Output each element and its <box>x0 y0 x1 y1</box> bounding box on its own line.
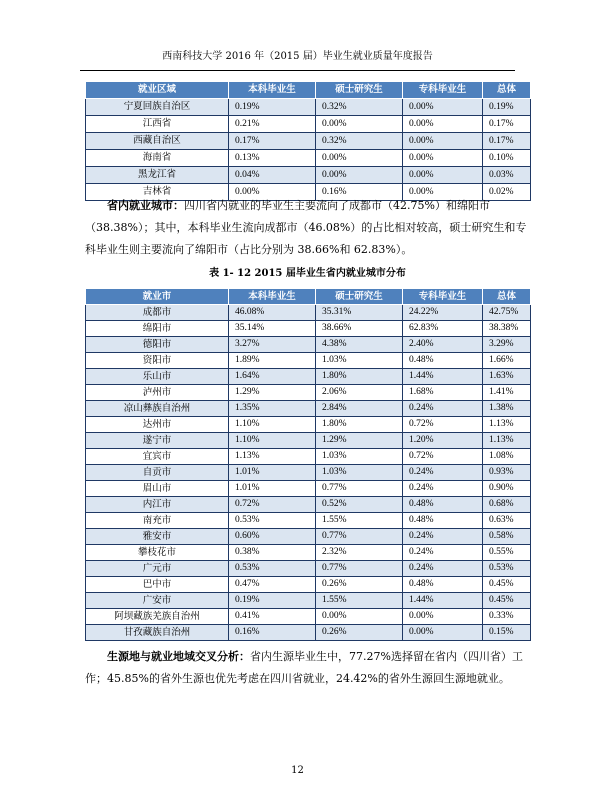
percent-cell: 1.66% <box>483 353 531 369</box>
percent-cell: 0.00% <box>316 609 403 625</box>
percent-cell: 0.00% <box>316 116 403 133</box>
percent-cell: 0.00% <box>403 625 483 641</box>
region-cell: 攀枝花市 <box>86 545 229 561</box>
column-header: 就业区域 <box>86 82 229 99</box>
table-row <box>86 625 531 641</box>
percent-cell: 1.55% <box>316 513 403 529</box>
percent-cell: 0.16% <box>316 184 403 201</box>
percent-cell: 2.06% <box>316 385 403 401</box>
percent-cell: 0.24% <box>403 481 483 497</box>
table-row <box>86 481 531 497</box>
table-header-row <box>86 82 531 99</box>
province-distribution-table <box>85 81 531 201</box>
column-header: 本科毕业生 <box>229 289 316 305</box>
percent-cell: 2.84% <box>316 401 403 417</box>
region-cell: 巴中市 <box>86 577 229 593</box>
percent-cell: 24.22% <box>403 305 483 321</box>
percent-cell: 0.55% <box>483 545 531 561</box>
table-row <box>86 529 531 545</box>
percent-cell: 0.53% <box>483 561 531 577</box>
region-cell: 资阳市 <box>86 353 229 369</box>
table-row <box>86 497 531 513</box>
table-row <box>86 167 531 184</box>
percent-cell: 3.29% <box>483 337 531 353</box>
percent-cell: 0.02% <box>483 184 531 201</box>
region-cell: 德阳市 <box>86 337 229 353</box>
percent-cell: 0.19% <box>483 99 531 116</box>
paragraph-cross-analysis <box>85 646 530 690</box>
percent-cell: 0.52% <box>316 497 403 513</box>
percent-cell: 0.26% <box>316 577 403 593</box>
percent-cell: 0.77% <box>316 529 403 545</box>
percent-cell: 0.33% <box>483 609 531 625</box>
table-row <box>86 433 531 449</box>
percent-cell: 0.48% <box>403 577 483 593</box>
percent-cell: 0.93% <box>483 465 531 481</box>
percent-cell: 0.13% <box>229 150 316 167</box>
percent-cell: 0.77% <box>316 561 403 577</box>
column-header: 总体 <box>483 82 531 99</box>
region-cell: 遂宁市 <box>86 433 229 449</box>
percent-cell: 35.31% <box>316 305 403 321</box>
table-row <box>86 116 531 133</box>
percent-cell: 1.29% <box>316 433 403 449</box>
percent-cell: 1.38% <box>483 401 531 417</box>
percent-cell: 1.29% <box>229 385 316 401</box>
region-cell: 甘孜藏族自治州 <box>86 625 229 641</box>
table-row <box>86 593 531 609</box>
percent-cell: 0.24% <box>403 545 483 561</box>
table-row <box>86 150 531 167</box>
table-row <box>86 337 531 353</box>
percent-cell: 46.08% <box>229 305 316 321</box>
percent-cell: 1.01% <box>229 465 316 481</box>
percent-cell: 1.89% <box>229 353 316 369</box>
region-cell: 泸州市 <box>86 385 229 401</box>
percent-cell: 0.00% <box>403 116 483 133</box>
percent-cell: 0.53% <box>229 513 316 529</box>
percent-cell: 1.03% <box>316 353 403 369</box>
percent-cell: 0.10% <box>483 150 531 167</box>
column-header: 专科毕业生 <box>403 289 483 305</box>
percent-cell: 0.24% <box>403 465 483 481</box>
percent-cell: 0.90% <box>483 481 531 497</box>
percent-cell: 0.72% <box>403 417 483 433</box>
percent-cell: 1.35% <box>229 401 316 417</box>
percent-cell: 0.00% <box>316 150 403 167</box>
percent-cell: 0.24% <box>403 401 483 417</box>
column-header: 就业市 <box>86 289 229 305</box>
region-cell: 雅安市 <box>86 529 229 545</box>
percent-cell: 0.24% <box>403 529 483 545</box>
percent-cell: 3.27% <box>229 337 316 353</box>
region-cell: 自贡市 <box>86 465 229 481</box>
table-row <box>86 513 531 529</box>
paragraph-lead: 省内就业城市： <box>107 199 184 212</box>
percent-cell: 2.40% <box>403 337 483 353</box>
percent-cell: 1.03% <box>316 465 403 481</box>
table-row <box>86 465 531 481</box>
percent-cell: 1.63% <box>483 369 531 385</box>
percent-cell: 1.10% <box>229 433 316 449</box>
percent-cell: 0.72% <box>229 497 316 513</box>
region-cell: 内江市 <box>86 497 229 513</box>
percent-cell: 0.32% <box>316 133 403 150</box>
table-row <box>86 401 531 417</box>
percent-cell: 0.38% <box>229 545 316 561</box>
region-cell: 达州市 <box>86 417 229 433</box>
percent-cell: 0.47% <box>229 577 316 593</box>
column-header: 专科毕业生 <box>403 82 483 99</box>
region-cell: 成都市 <box>86 305 229 321</box>
paragraph-body: 四川省内就业的毕业生主要流向了成都市（42.75%）和绵阳市（38.38%）；其中，本科毕业生流向成都市（46.08%）的占比相对较高，硕士研究生和专科毕业生则主要流向了绵阳市（占比分别为 38.66%和 62.83%）。 <box>85 199 527 256</box>
table-row <box>86 417 531 433</box>
column-header: 硕士研究生 <box>316 82 403 99</box>
table-row <box>86 353 531 369</box>
table-row <box>86 385 531 401</box>
percent-cell: 0.00% <box>403 167 483 184</box>
region-cell: 阿坝藏族羌族自治州 <box>86 609 229 625</box>
percent-cell: 0.53% <box>229 561 316 577</box>
percent-cell: 2.32% <box>316 545 403 561</box>
percent-cell: 1.80% <box>316 369 403 385</box>
percent-cell: 0.17% <box>229 133 316 150</box>
percent-cell: 1.01% <box>229 481 316 497</box>
percent-cell: 0.16% <box>229 625 316 641</box>
percent-cell: 0.24% <box>403 561 483 577</box>
percent-cell: 1.68% <box>403 385 483 401</box>
table-caption: 表 1- 12 2015 届毕业生省内就业城市分布 <box>209 268 406 279</box>
table-header-row <box>86 289 531 305</box>
percent-cell: 0.00% <box>229 184 316 201</box>
region-cell: 西藏自治区 <box>86 133 229 150</box>
percent-cell: 0.45% <box>483 593 531 609</box>
percent-cell: 0.41% <box>229 609 316 625</box>
percent-cell: 0.60% <box>229 529 316 545</box>
percent-cell: 1.44% <box>403 369 483 385</box>
percent-cell: 35.14% <box>229 321 316 337</box>
percent-cell: 0.00% <box>403 150 483 167</box>
region-cell: 海南省 <box>86 150 229 167</box>
percent-cell: 0.32% <box>316 99 403 116</box>
percent-cell: 0.45% <box>483 577 531 593</box>
page-number: 12 <box>291 765 304 776</box>
region-cell: 宁夏回族自治区 <box>86 99 229 116</box>
region-cell: 南充市 <box>86 513 229 529</box>
region-cell: 吉林省 <box>86 184 229 201</box>
table-body <box>86 99 531 201</box>
percent-cell: 0.58% <box>483 529 531 545</box>
percent-cell: 0.21% <box>229 116 316 133</box>
column-header: 总体 <box>483 289 531 305</box>
page-header: 西南科技大学 2016 年（2015 届）毕业生就业质量年度报告 <box>162 51 433 62</box>
percent-cell: 0.03% <box>483 167 531 184</box>
percent-cell: 0.00% <box>403 99 483 116</box>
table-row <box>86 577 531 593</box>
percent-cell: 0.00% <box>403 184 483 201</box>
region-cell: 江西省 <box>86 116 229 133</box>
percent-cell: 0.00% <box>316 167 403 184</box>
table-row <box>86 305 531 321</box>
percent-cell: 42.75% <box>483 305 531 321</box>
percent-cell: 38.66% <box>316 321 403 337</box>
percent-cell: 0.19% <box>229 593 316 609</box>
percent-cell: 0.15% <box>483 625 531 641</box>
paragraph-body: 省内生源毕业生中，77.27%选择留在省内（四川省）工作；45.85%的省外生源也优先考虑在四川省就业，24.42%的省外生源回生源地就业。 <box>85 650 523 685</box>
table-row <box>86 609 531 625</box>
percent-cell: 0.72% <box>403 449 483 465</box>
percent-cell: 0.48% <box>403 353 483 369</box>
table-row <box>86 369 531 385</box>
percent-cell: 0.26% <box>316 625 403 641</box>
table-row <box>86 545 531 561</box>
percent-cell: 1.55% <box>316 593 403 609</box>
table-row <box>86 561 531 577</box>
region-cell: 凉山彝族自治州 <box>86 401 229 417</box>
table-row <box>86 133 531 150</box>
percent-cell: 1.13% <box>229 449 316 465</box>
region-cell: 广元市 <box>86 561 229 577</box>
paragraph-lead: 生源地与就业地域交叉分析： <box>107 650 250 663</box>
region-cell: 眉山市 <box>86 481 229 497</box>
percent-cell: 0.17% <box>483 133 531 150</box>
percent-cell: 38.38% <box>483 321 531 337</box>
city-distribution-table <box>85 288 531 641</box>
paragraph-city-intro <box>85 195 530 261</box>
percent-cell: 0.68% <box>483 497 531 513</box>
region-cell: 乐山市 <box>86 369 229 385</box>
percent-cell: 1.13% <box>483 417 531 433</box>
region-cell: 绵阳市 <box>86 321 229 337</box>
table-row <box>86 449 531 465</box>
region-cell: 广安市 <box>86 593 229 609</box>
percent-cell: 1.64% <box>229 369 316 385</box>
region-cell: 宜宾市 <box>86 449 229 465</box>
percent-cell: 1.20% <box>403 433 483 449</box>
percent-cell: 0.00% <box>403 609 483 625</box>
percent-cell: 0.48% <box>403 513 483 529</box>
percent-cell: 1.41% <box>483 385 531 401</box>
percent-cell: 1.13% <box>483 433 531 449</box>
region-cell: 黑龙江省 <box>86 167 229 184</box>
percent-cell: 0.48% <box>403 497 483 513</box>
table-row <box>86 321 531 337</box>
percent-cell: 0.17% <box>483 116 531 133</box>
percent-cell: 1.44% <box>403 593 483 609</box>
percent-cell: 62.83% <box>403 321 483 337</box>
header-rule <box>80 70 515 71</box>
table-body <box>86 305 531 641</box>
percent-cell: 0.00% <box>403 133 483 150</box>
percent-cell: 4.38% <box>316 337 403 353</box>
percent-cell: 1.10% <box>229 417 316 433</box>
percent-cell: 1.08% <box>483 449 531 465</box>
percent-cell: 1.03% <box>316 449 403 465</box>
percent-cell: 0.77% <box>316 481 403 497</box>
column-header: 硕士研究生 <box>316 289 403 305</box>
percent-cell: 0.63% <box>483 513 531 529</box>
percent-cell: 0.19% <box>229 99 316 116</box>
percent-cell: 0.04% <box>229 167 316 184</box>
percent-cell: 1.80% <box>316 417 403 433</box>
column-header: 本科毕业生 <box>229 82 316 99</box>
table-row <box>86 99 531 116</box>
